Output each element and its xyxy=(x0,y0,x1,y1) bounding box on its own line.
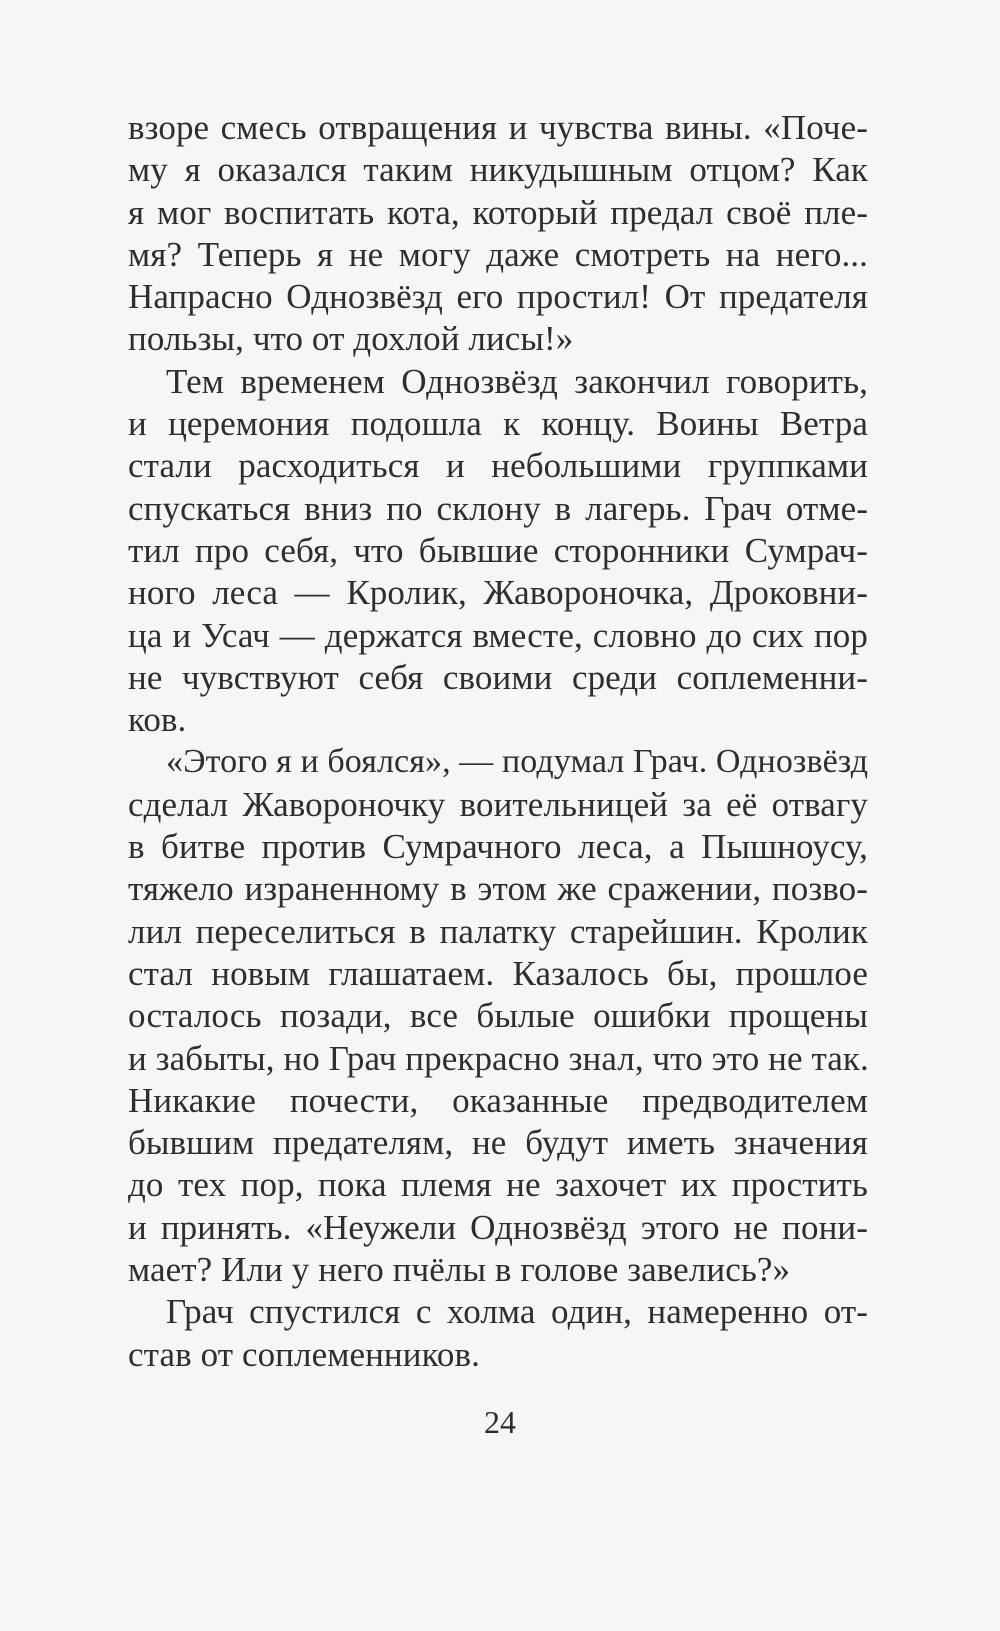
text-line: не чувствуют себя своими среди соплеменни- xyxy=(128,657,868,697)
text-line: став от соплеменников. xyxy=(128,1334,480,1374)
text-line: я мог воспитать кота, который предал своё пле- xyxy=(128,192,868,232)
text-line: тяжело израненному в этом же сражении, позво- xyxy=(128,869,868,909)
text-line: спускаться вниз по склону в лагерь. Грач отме- xyxy=(128,488,868,528)
body-text xyxy=(128,107,868,1376)
text-line: Грач спустился с холма один, намеренно от- xyxy=(166,1292,868,1332)
text-line: тил про себя, что бывшие сторонники Сумрач- xyxy=(128,530,868,570)
page-number: 24 xyxy=(484,1404,516,1440)
text-line: Никакие почести, оказанные предводителем xyxy=(128,1080,868,1120)
text-line: стал новым глашатаем. Казалось бы, прошлое xyxy=(128,953,868,993)
text-line: и церемония подошла к концу. Воины Ветра xyxy=(128,404,868,444)
text-line: лил переселиться в палатку старейшин. Кролик xyxy=(128,911,868,951)
text-line: и принять. «Неужели Однозвёзд этого не пони- xyxy=(128,1207,868,1247)
text-line: Тем временем Однозвёзд закончил говорить, xyxy=(166,361,868,401)
text-line: мает? Или у него пчёлы в голове завелись?» xyxy=(128,1250,791,1290)
text-line: в битве против Сумрачного леса, а Пышноусу, xyxy=(128,827,868,867)
text-line: пользы, что от дохлой лисы!» xyxy=(128,319,574,359)
text-line: и забыты, но Грач прекрасно знал, что это не так. xyxy=(128,1038,869,1078)
text-line: Напрасно Однозвёзд его простил! От предателя xyxy=(128,277,868,317)
text-line: сделал Жавороночку воительницей за её отвагу xyxy=(128,784,868,824)
text-line: «Этого я и боялся», — подумал Грач. Однозвёзд xyxy=(166,743,869,781)
text-line: мя? Теперь я не могу даже смотреть на него... xyxy=(128,234,868,274)
text-line: осталось позади, все былые ошибки прощены xyxy=(128,996,868,1036)
text-line: стали расходиться и небольшими группками xyxy=(128,446,868,486)
text-line: ного леса — Кролик, Жавороночка, Дроковни- xyxy=(128,573,868,613)
text-line: бывшим предателям, не будут иметь значения xyxy=(128,1123,868,1163)
text-line: ков. xyxy=(128,700,187,740)
text-line: до тех пор, пока племя не захочет их простить xyxy=(128,1165,868,1205)
text-line: ца и Усач — держатся вместе, словно до сих пор xyxy=(128,615,868,655)
text-line: му я оказался таким никудышным отцом? Как xyxy=(128,150,868,190)
text-line: взоре смесь отвращения и чувства вины. «Поче- xyxy=(128,108,868,147)
